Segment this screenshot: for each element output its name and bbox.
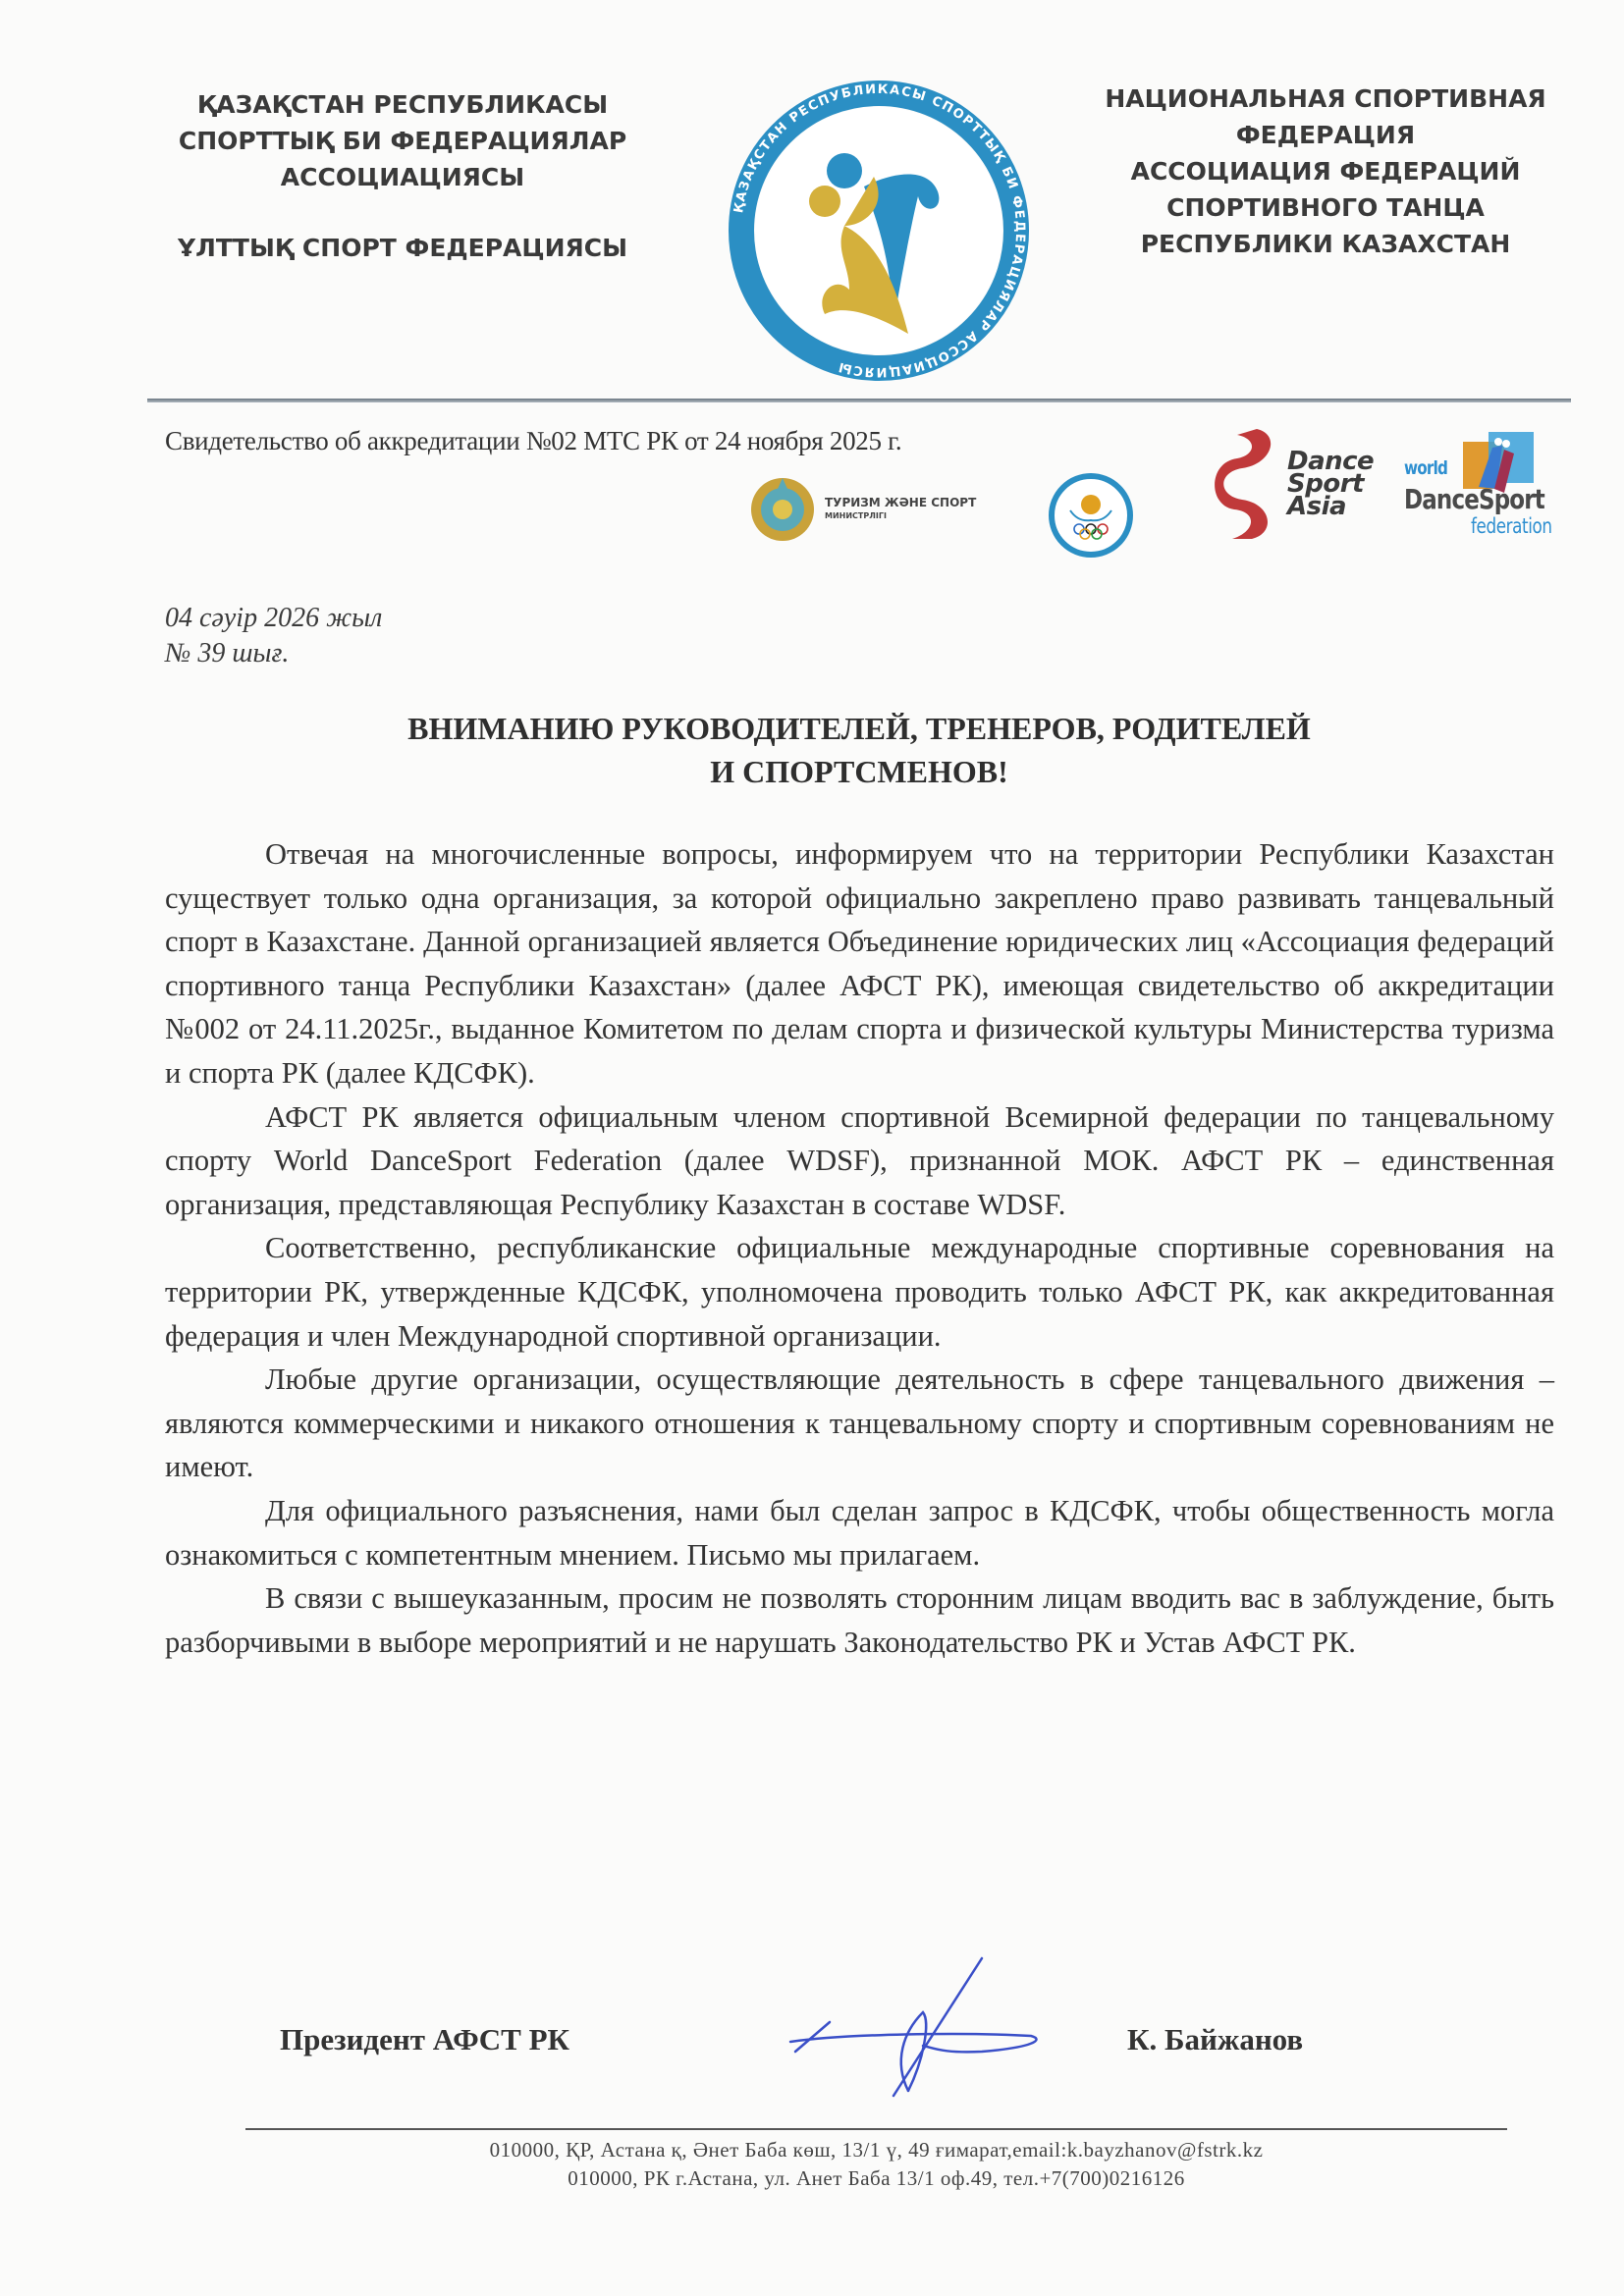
dsa-wordmark	[1287, 446, 1375, 521]
ministry-line1: ТУРИЗМ ЖӘНЕ СПОРТ	[825, 496, 977, 509]
body-paragraph: В связи с вышеуказанным, просим не позволять сторонним лицам вводить вас в заблуждение, быть разборчивыми в выборе мероприятий и не нарушать Законодательство РК и Устав АФСТ РК.	[165, 1581, 1554, 1659]
org-right-line: АССОЦИАЦИЯ ФЕДЕРАЦИЙ	[1130, 157, 1521, 186]
wdsf-federation-text: federation	[1471, 514, 1552, 538]
federation-logo	[727, 79, 1031, 383]
state-emblem-icon	[748, 475, 817, 544]
logo-figure-head-blue	[827, 153, 862, 188]
ministry-logo	[748, 475, 976, 544]
body-paragraph: Любые другие организации, осуществляющие деятельность в сфере танцевального движения – являются коммерческими и никакого отношения к танцевальному спорту и спортивным соревнованиям не имеют.	[165, 1362, 1554, 1484]
body-paragraph: Для официального разъяснения, нами был сделан запрос в КДСФК, чтобы общественность могла ознакомиться с компетентным мнением. Письмо мы прилагаем.	[165, 1493, 1554, 1572]
body-paragraph: Соответственно, республиканские официальные международные спортивные соревнования на территории РК, утвержденные КДСФК, уполномочена проводить только АФСТ РК, как аккредитованная федерация и член Международной спортивной организации.	[165, 1231, 1554, 1353]
dsa-word: Asia	[1287, 491, 1347, 521]
org-left-line: ҚАЗАҚСТАН РЕСПУБЛИКАСЫ	[196, 90, 609, 119]
footer-address-kz: 010000, ҚР, Астана қ, Әнет Баба көш, 13/1 ү, 49 ғимарат,email:k.bayzhanov@fstrk.kz	[489, 2138, 1264, 2162]
title-line2: И СПОРТСМЕНОВ!	[710, 754, 1008, 789]
org-left-line: АССОЦИАЦИЯСЫ	[280, 163, 525, 191]
footer-divider	[245, 2128, 1507, 2130]
org-left-subtitle: ҰЛТТЫҚ СПОРТ ФЕДЕРАЦИЯСЫ	[177, 234, 628, 262]
letter-body	[165, 832, 1554, 1664]
body-paragraph: Отвечая на многочисленные вопросы, информируем что на территории Республики Казахстан существует только одна организация, за которой официально закреплено право развивать танцевальный спорт в Казахстане. Данной организацией является Объединение юридических лиц «Ассоциация федераций спортивного танца Республики Казахстан» (далее АФСТ РК), имеющая свидетельство об аккредитации №002 от 24.11.2025г., выданное Комитетом по делам спорта и физической культуры Министерства туризма и спорта РК (далее КДСФК).	[165, 837, 1554, 1090]
dsa-word: Sport	[1287, 468, 1364, 499]
org-right-line: РЕСПУБЛИКИ КАЗАХСТАН	[1140, 230, 1511, 258]
wdsf-dancesport-text: DanceSport	[1404, 483, 1544, 515]
olympic-committee-logo	[1049, 473, 1133, 558]
body-paragraph: АФСТ РК является официальным членом спортивной Всемирной федерации по танцевальному спорту World DanceSport Federation (далее WDSF), признанной МОК. АФСТ РК – единственная организация, представляющая Республику Казахстан в составе WDSF.	[165, 1099, 1554, 1221]
wdsf-logo	[1404, 428, 1561, 546]
org-right-line: ФЕДЕРАЦИЯ	[1235, 121, 1416, 149]
dance-sport-asia-logo	[1213, 425, 1374, 543]
ministry-line2: МИНИСТРЛІГІ	[825, 511, 887, 520]
letter-number: № 39 шығ.	[165, 638, 290, 668]
org-right-line: НАЦИОНАЛЬНАЯ СПОРТИВНАЯ	[1105, 84, 1546, 113]
dsa-ribbon-icon	[1213, 425, 1281, 543]
dsa-word: Dance	[1287, 446, 1375, 476]
signatory-name: К. Байжанов	[1127, 2022, 1304, 2056]
footer-address-ru: 010000, РК г.Астана, ул. Анет Баба 13/1 оф.49, тел.+7(700)0216126	[568, 2166, 1185, 2190]
letter-reference	[165, 601, 382, 671]
org-name-russian	[1080, 80, 1571, 262]
header-divider	[147, 399, 1571, 402]
footer-contacts	[245, 2136, 1507, 2193]
letter-title	[147, 707, 1571, 793]
org-name-kazakh	[147, 86, 658, 266]
org-right-line: СПОРТИВНОГО ТАНЦА	[1166, 193, 1485, 222]
wdsf-world-text: world	[1404, 457, 1448, 479]
signatory-role: Президент АФСТ РК	[280, 2022, 569, 2056]
title-line1: ВНИМАНИЮ РУКОВОДИТЕЛЕЙ, ТРЕНЕРОВ, РОДИТЕЛЕЙ	[407, 711, 1311, 746]
ministry-name	[825, 497, 976, 522]
handwritten-signature	[785, 1953, 1060, 2101]
accreditation-line: Свидетельство об аккредитации №02 МТС РК от 24 ноября 2025 г.	[165, 426, 902, 455]
org-left-line: СПОРТТЫҚ БИ ФЕДЕРАЦИЯЛАР	[178, 127, 627, 155]
letter-date: 04 сәуір 2026 жыл	[165, 603, 383, 633]
logo-ring-text: ҚАЗАҚСТАН РЕСПУБЛИКАСЫ СПОРТТЫҚ БИ ФЕДЕРАЦИЯЛАР АССОЦИАЦИЯСЫ	[731, 81, 1028, 380]
logo-figure-head-gold	[809, 186, 840, 217]
